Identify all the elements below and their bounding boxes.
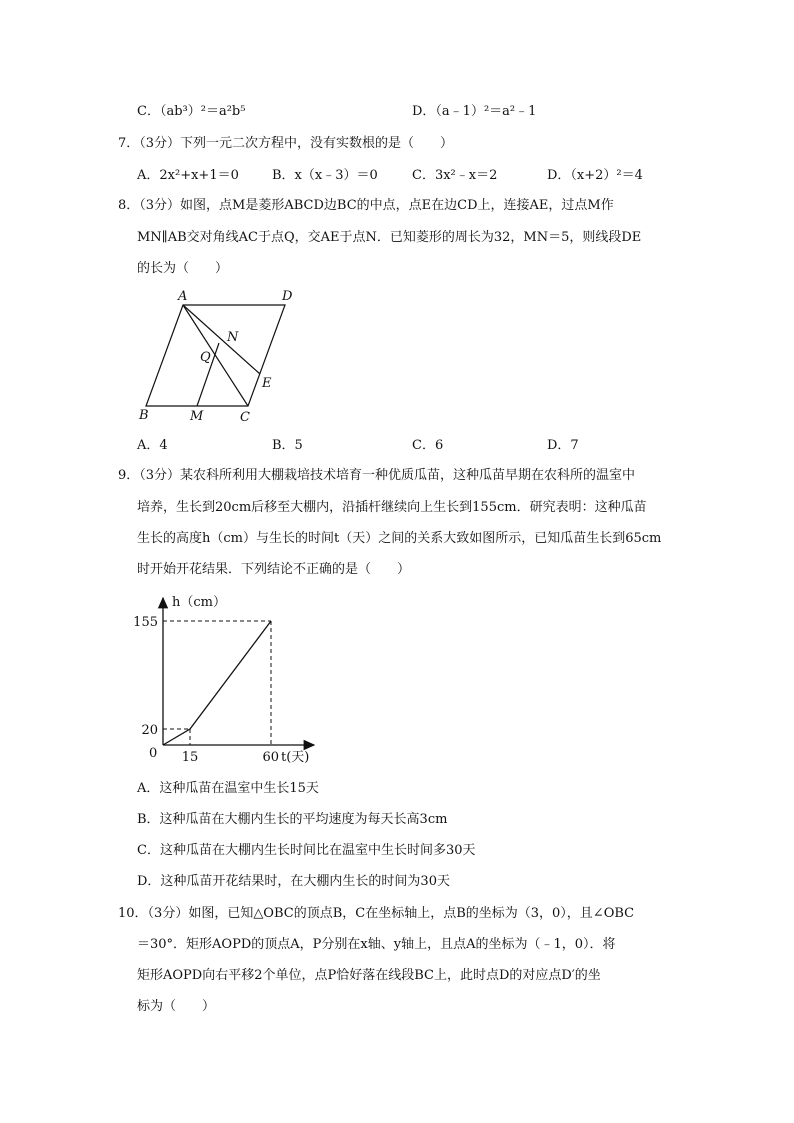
x-tick-label: 15 — [181, 750, 199, 765]
q9-option-d: D．这种瓜苗开花结果时，在大棚内生长的时间为30天 — [137, 874, 450, 889]
y-tick-label: 20 — [141, 723, 158, 738]
x-tick-label: 60 — [262, 750, 279, 765]
label-d: D — [282, 289, 293, 304]
q9-stem-line-1: 9．（3分）某农科所利用大棚栽培技术培育一种优质瓜苗，这种瓜苗早期在农科所的温室中 — [118, 468, 636, 483]
x-axis-label: t(天) — [281, 750, 310, 765]
q7-option-d: D．（x+2）²＝4 — [547, 168, 643, 183]
q8-stem-line-3: 的长为（ ） — [137, 261, 229, 276]
y-tick-label: 155 — [133, 615, 158, 630]
origin-label: 0 — [149, 746, 158, 761]
q8-stem-line-1: 8．（3分）如图，点M是菱形ABCD边BC的中点，点E在边CD上，连接AE，过点M作 — [118, 198, 614, 213]
q8-option-d: D．7 — [547, 438, 579, 453]
label-q: Q — [200, 350, 211, 365]
q9-option-c: C．这种瓜苗在大棚内生长时间比在温室中生长时间多30天 — [137, 843, 476, 858]
q6-option-c: C．（ab³）²＝a²b⁵ — [137, 104, 246, 119]
growth-line — [163, 621, 271, 745]
q7-option-b: B．x（x﹣3）＝0 — [272, 168, 378, 183]
q7-option-a: A．2x²+x+1＝0 — [137, 168, 239, 183]
q9-option-a: A．这种瓜苗在温室中生长15天 — [137, 781, 319, 796]
label-e: E — [262, 376, 272, 391]
q9-stem-line-3: 生长的高度h（cm）与生长的时间t（天）之间的关系大致如图所示，已知瓜苗生长到65cm — [137, 531, 662, 546]
q6-option-d: D．（a﹣1）²＝a²﹣1 — [412, 104, 537, 119]
q8-option-c: C．6 — [412, 438, 444, 453]
q7-option-c: C．3x²﹣x＝2 — [412, 168, 498, 183]
q8-stem-line-2: MN∥AB交对角线AC于点Q，交AE于点N．已知菱形的周长为32，MN＝5，则线段DE — [137, 230, 642, 245]
label-n: N — [227, 330, 239, 345]
q9-option-b: B．这种瓜苗在大棚内生长的平均速度为每天长高3cm — [137, 812, 448, 827]
q8-option-b: B．5 — [272, 438, 303, 453]
q8-option-a: A．4 — [137, 438, 168, 453]
label-c: C — [240, 410, 250, 425]
label-a: A — [178, 289, 188, 304]
q7-stem: 7．（3分）下列一元二次方程中，没有实数根的是（ ） — [118, 136, 454, 151]
q10-stem-line-2: ＝30°．矩形AOPD的顶点A，P分别在x轴、y轴上，且点A的坐标为（﹣1，0）．将 — [137, 937, 616, 952]
q10-stem-line-4: 标为（ ） — [137, 999, 216, 1014]
label-b: B — [139, 408, 149, 423]
q9-stem-line-4: 时开始开花结果．下列结论不正确的是（ ） — [137, 562, 411, 577]
label-m: M — [190, 409, 204, 424]
q10-stem-line-3: 矩形AOPD向右平移2个单位，点P恰好落在线段BC上，此时点D的对应点D′的坐 — [137, 968, 601, 983]
q10-stem-line-1: 10．（3分）如图，已知△OBC的顶点B，C在坐标轴上，点B的坐标为（3，0），且∠OBC — [118, 906, 635, 921]
q9-stem-line-2: 培养，生长到20cm后移至大棚内，沿插杆继续向上生长到155cm．研究表明：这种瓜苗 — [137, 500, 647, 515]
y-axis-label: h（cm） — [172, 595, 226, 610]
